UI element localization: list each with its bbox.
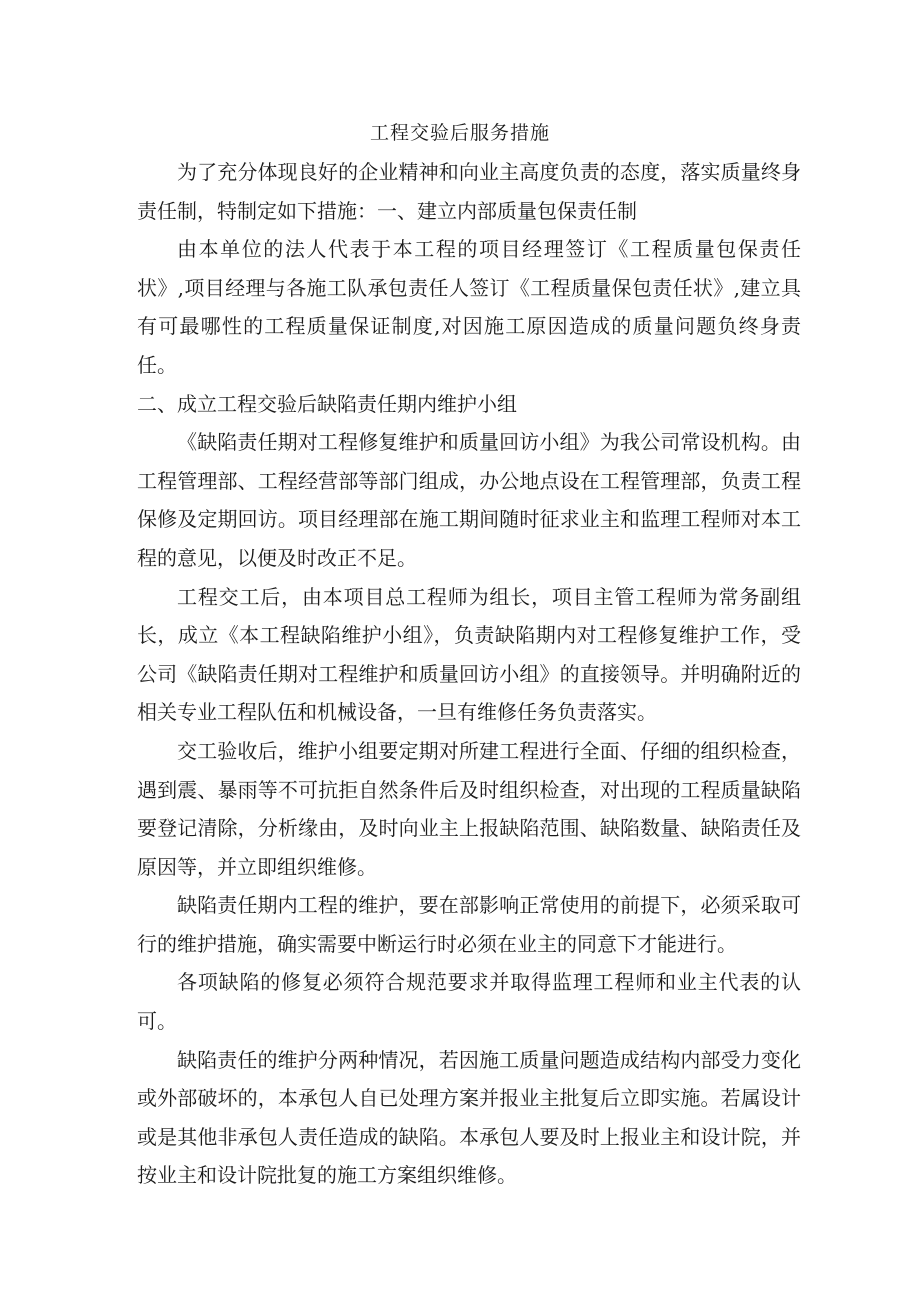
section-heading-2: 二、成立工程交验后缺陷责任期内维护小组 <box>137 391 517 416</box>
paragraph-two-cases: 缺陷责任的维护分两种情况，若因施工质量问题造成结构内部受力变化或外部破坏的，本承包人自已处理方案并报业主批复后立即实施。若属设计或是其他非承包人责任造成的缺陷。本承包人要及时上报业主和设计院，并按业主和设计院批复的施工方案组织维修。 <box>137 1047 801 1188</box>
paragraph-intro: 为了充分体现良好的企业精神和向业主高度负责的态度，落实质量终身责任制，特制定如下措施：一、建立内部质量包保责任制 <box>137 160 801 223</box>
paragraph-maintenance: 缺陷责任期内工程的维护，要在部影响正常使用的前提下，必须采取可行的维护措施，确实需要中断运行时必须在业主的同意下才能进行。 <box>137 893 801 956</box>
paragraph-after-handover: 工程交工后，由本项目总工程师为组长，项目主管工程师为常务副组长，成立《本工程缺陷维护小组》，负责缺陷期内对工程修复维护工作，受公司《缺陷责任期对工程维护和质量回访小组》的直接领导。并明确附近的相关专业工程队伍和机械设备，一旦有维修任务负责落实。 <box>137 584 801 725</box>
document-body <box>137 153 801 1195</box>
paragraph-inspection: 交工验收后，维护小组要定期对所建工程进行全面、仔细的组织检查，遇到震、暴雨等不可抗拒自然条件后及时组织检查，对出现的工程质量缺陷要登记清除，分析缘由，及时向业主上报缺陷范围、缺陷数量、缺陷责任及原因等，并立即组织维修。 <box>137 738 801 879</box>
document-title: 工程交验后服务措施 <box>369 122 550 144</box>
paragraph-repair-standard: 各项缺陷的修复必须符合规范要求并取得监理工程师和业主代表的认可。 <box>137 970 801 1034</box>
paragraph-responsibility: 由本单位的法人代表于本工程的项目经理签订《工程质量包保责任状》,项目经理与各施工队承包责任人签订《工程质量保包责任状》,建立具有可最哪性的工程质量保证制度,对因施工原因造成的质量问题负终身责任。 <box>137 237 801 377</box>
paragraph-team-composition: 《缺陷责任期对工程修复维护和质量回访小组》为我公司常设机构。由工程管理部、工程经营部等部门组成，办公地点设在工程管理部，负责工程保修及定期回访。项目经理部在施工期间随时征求业主和监理工程师对本工程的意见，以便及时改正不足。 <box>137 430 801 570</box>
